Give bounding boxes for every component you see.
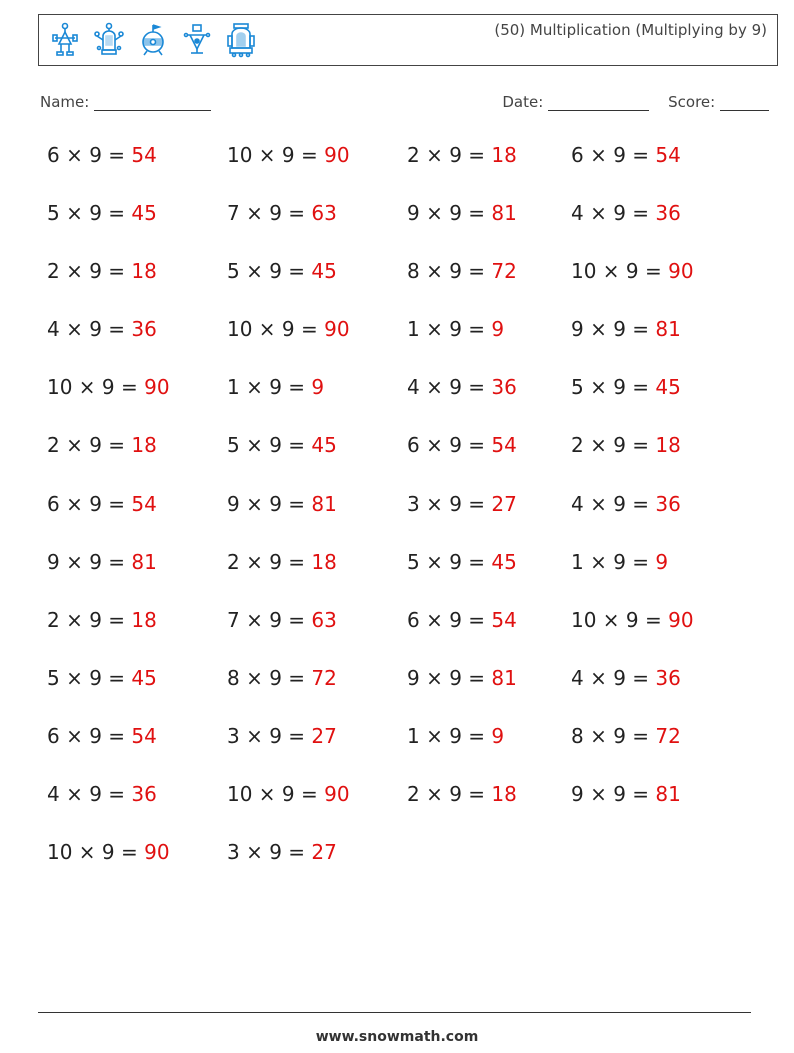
footer-url: www.snowmath.com — [315, 1029, 479, 1045]
name-label: Name: — [40, 93, 90, 111]
problem-answer: 18 — [311, 549, 337, 574]
problem-question: 2 × 9 = — [407, 782, 492, 807]
problem-answer: 81 — [491, 665, 517, 690]
problem-question: 10 × 9 = — [47, 840, 145, 865]
problem-item — [571, 433, 681, 457]
problem-item — [407, 433, 517, 457]
problem-question: 9 × 9 = — [571, 317, 656, 342]
problem-question: 5 × 9 = — [227, 433, 312, 458]
robot-4-icon — [181, 22, 213, 58]
problem-answer: 36 — [131, 782, 157, 807]
problem-question: 9 × 9 = — [571, 782, 656, 807]
problem-answer: 36 — [131, 317, 157, 342]
problem-item — [571, 608, 694, 632]
problem-question: 10 × 9 = — [227, 143, 325, 167]
problem-item — [227, 550, 337, 574]
problem-item — [407, 317, 504, 341]
problem-item — [227, 666, 337, 690]
problem-answer: 18 — [131, 433, 157, 458]
problem-answer: 63 — [311, 201, 337, 226]
problem-answer: 9 — [491, 723, 505, 748]
problem-question: 6 × 9 = — [47, 491, 132, 516]
problem-answer: 90 — [144, 375, 170, 400]
problem-answer: 72 — [311, 665, 337, 690]
problem-answer: 36 — [655, 491, 681, 516]
problem-question: 3 × 9 = — [227, 840, 312, 865]
problem-item — [227, 433, 337, 457]
problem-answer: 90 — [668, 607, 694, 632]
problem-answer: 45 — [491, 549, 517, 574]
problem-answer: 18 — [131, 259, 157, 284]
problem-question: 5 × 9 = — [47, 201, 132, 226]
problem-question: 4 × 9 = — [407, 375, 492, 400]
problem-answer: 54 — [131, 491, 157, 516]
problem-item — [407, 143, 517, 167]
robot-icons — [49, 22, 257, 58]
problem-item — [47, 608, 157, 632]
problem-question: 6 × 9 = — [47, 143, 132, 167]
problem-question: 9 × 9 = — [227, 491, 312, 516]
problem-question: 2 × 9 = — [47, 433, 132, 458]
problem-question: 7 × 9 = — [227, 201, 312, 226]
problem-answer: 54 — [131, 143, 157, 167]
problem-item — [227, 375, 324, 399]
problem-answer: 45 — [131, 665, 157, 690]
problem-answer: 54 — [655, 143, 681, 167]
problem-question: 2 × 9 = — [571, 433, 656, 458]
problem-question: 10 × 9 = — [227, 317, 325, 342]
problem-answer: 90 — [324, 317, 350, 342]
footer-divider — [38, 1012, 751, 1013]
problem-question: 8 × 9 = — [571, 723, 656, 748]
problem-answer: 81 — [655, 317, 681, 342]
problem-answer: 45 — [311, 259, 337, 284]
problem-question: 2 × 9 = — [47, 259, 132, 284]
problem-answer: 9 — [655, 549, 669, 574]
problem-answer: 27 — [491, 491, 517, 516]
problem-question: 9 × 9 = — [407, 201, 492, 226]
problem-item — [47, 375, 170, 399]
problem-item — [227, 143, 350, 167]
problem-answer: 27 — [311, 723, 337, 748]
score-label: Score: — [668, 93, 716, 111]
problem-item — [227, 608, 337, 632]
problem-item — [47, 259, 157, 283]
problem-answer: 27 — [311, 840, 337, 865]
problem-item — [571, 317, 681, 341]
problem-question: 1 × 9 = — [571, 549, 656, 574]
problem-item — [407, 492, 517, 516]
problem-question: 9 × 9 = — [407, 665, 492, 690]
problem-answer: 18 — [131, 607, 157, 632]
problem-item — [407, 550, 517, 574]
problem-item — [571, 666, 681, 690]
robot-2-icon — [93, 22, 125, 58]
problem-item — [227, 201, 337, 225]
problem-question: 2 × 9 = — [227, 549, 312, 574]
date-score-fields — [502, 93, 769, 111]
problem-question: 10 × 9 = — [47, 375, 145, 400]
problem-item — [47, 317, 157, 341]
problem-question: 4 × 9 = — [47, 782, 132, 807]
robot-5-icon — [225, 22, 257, 58]
problem-question: 7 × 9 = — [227, 607, 312, 632]
problem-question: 1 × 9 = — [407, 317, 492, 342]
problem-answer: 45 — [131, 201, 157, 226]
problem-answer: 45 — [311, 433, 337, 458]
problem-question: 5 × 9 = — [407, 549, 492, 574]
robot-3-icon — [137, 22, 169, 58]
problem-answer: 81 — [655, 782, 681, 807]
problem-item — [47, 433, 157, 457]
problem-question: 10 × 9 = — [571, 259, 669, 284]
problem-item — [227, 317, 350, 341]
problem-question: 2 × 9 = — [47, 607, 132, 632]
problem-question: 1 × 9 = — [227, 375, 312, 400]
problem-item — [47, 492, 157, 516]
problem-item — [407, 782, 517, 806]
problem-answer: 81 — [131, 549, 157, 574]
problem-question: 6 × 9 = — [47, 723, 132, 748]
problem-question: 4 × 9 = — [571, 491, 656, 516]
problem-answer: 36 — [655, 665, 681, 690]
problem-question: 8 × 9 = — [407, 259, 492, 284]
problem-item — [407, 201, 517, 225]
problem-answer: 9 — [491, 317, 505, 342]
problem-item — [47, 143, 157, 167]
problem-question: 6 × 9 = — [571, 143, 656, 167]
problem-question: 6 × 9 = — [407, 433, 492, 458]
problem-answer: 9 — [311, 375, 325, 400]
robot-1-icon — [49, 22, 81, 58]
problem-answer: 36 — [655, 201, 681, 226]
problem-item — [407, 666, 517, 690]
problem-answer: 72 — [655, 723, 681, 748]
problem-item — [571, 375, 681, 399]
problem-answer: 36 — [491, 375, 517, 400]
problem-question: 5 × 9 = — [47, 665, 132, 690]
problem-item — [407, 724, 504, 748]
problem-item — [407, 375, 517, 399]
worksheet-title: (50) Multiplication (Multiplying by 9) — [494, 21, 767, 39]
problem-answer: 81 — [311, 491, 337, 516]
problem-item — [227, 259, 337, 283]
problem-item — [571, 550, 668, 574]
problem-item — [227, 724, 337, 748]
problem-question: 5 × 9 = — [571, 375, 656, 400]
problem-item — [47, 550, 157, 574]
name-blank[interactable] — [94, 96, 211, 111]
problem-question: 3 × 9 = — [227, 723, 312, 748]
problem-item — [47, 201, 157, 225]
problem-question: 6 × 9 = — [407, 607, 492, 632]
header-box — [38, 14, 778, 66]
problem-item — [47, 782, 157, 806]
problem-answer: 45 — [655, 375, 681, 400]
problem-answer: 90 — [324, 143, 350, 167]
name-field — [40, 93, 211, 111]
problem-answer: 18 — [655, 433, 681, 458]
problem-question: 4 × 9 = — [571, 665, 656, 690]
problem-item — [407, 259, 517, 283]
problem-question: 1 × 9 = — [407, 723, 492, 748]
problem-answer: 90 — [144, 840, 170, 865]
date-label: Date: — [502, 93, 544, 111]
problem-question: 10 × 9 = — [571, 607, 669, 632]
problem-question: 8 × 9 = — [227, 665, 312, 690]
problem-question: 9 × 9 = — [47, 549, 132, 574]
problem-answer: 63 — [311, 607, 337, 632]
problem-item — [571, 724, 681, 748]
score-blank[interactable] — [720, 96, 769, 111]
problem-question: 10 × 9 = — [227, 782, 325, 807]
problem-item — [571, 143, 681, 167]
problem-answer: 18 — [491, 143, 517, 167]
problem-question: 4 × 9 = — [571, 201, 656, 226]
problem-item — [227, 492, 337, 516]
problem-item — [47, 724, 157, 748]
problem-answer: 54 — [131, 723, 157, 748]
problem-question: 4 × 9 = — [47, 317, 132, 342]
problem-answer: 81 — [491, 201, 517, 226]
problem-answer: 54 — [491, 607, 517, 632]
problem-item — [407, 608, 517, 632]
problem-item — [571, 201, 681, 225]
date-blank[interactable] — [548, 96, 649, 111]
problem-item — [47, 666, 157, 690]
problem-item — [47, 840, 170, 864]
problem-question: 5 × 9 = — [227, 259, 312, 284]
problem-item — [571, 259, 694, 283]
problem-question: 2 × 9 = — [407, 143, 492, 167]
problem-item — [571, 492, 681, 516]
problem-answer: 90 — [668, 259, 694, 284]
problem-answer: 54 — [491, 433, 517, 458]
problem-item — [227, 840, 337, 864]
problem-answer: 18 — [491, 782, 517, 807]
problem-answer: 90 — [324, 782, 350, 807]
problem-item — [227, 782, 350, 806]
problem-answer: 72 — [491, 259, 517, 284]
problem-item — [571, 782, 681, 806]
problem-question: 3 × 9 = — [407, 491, 492, 516]
